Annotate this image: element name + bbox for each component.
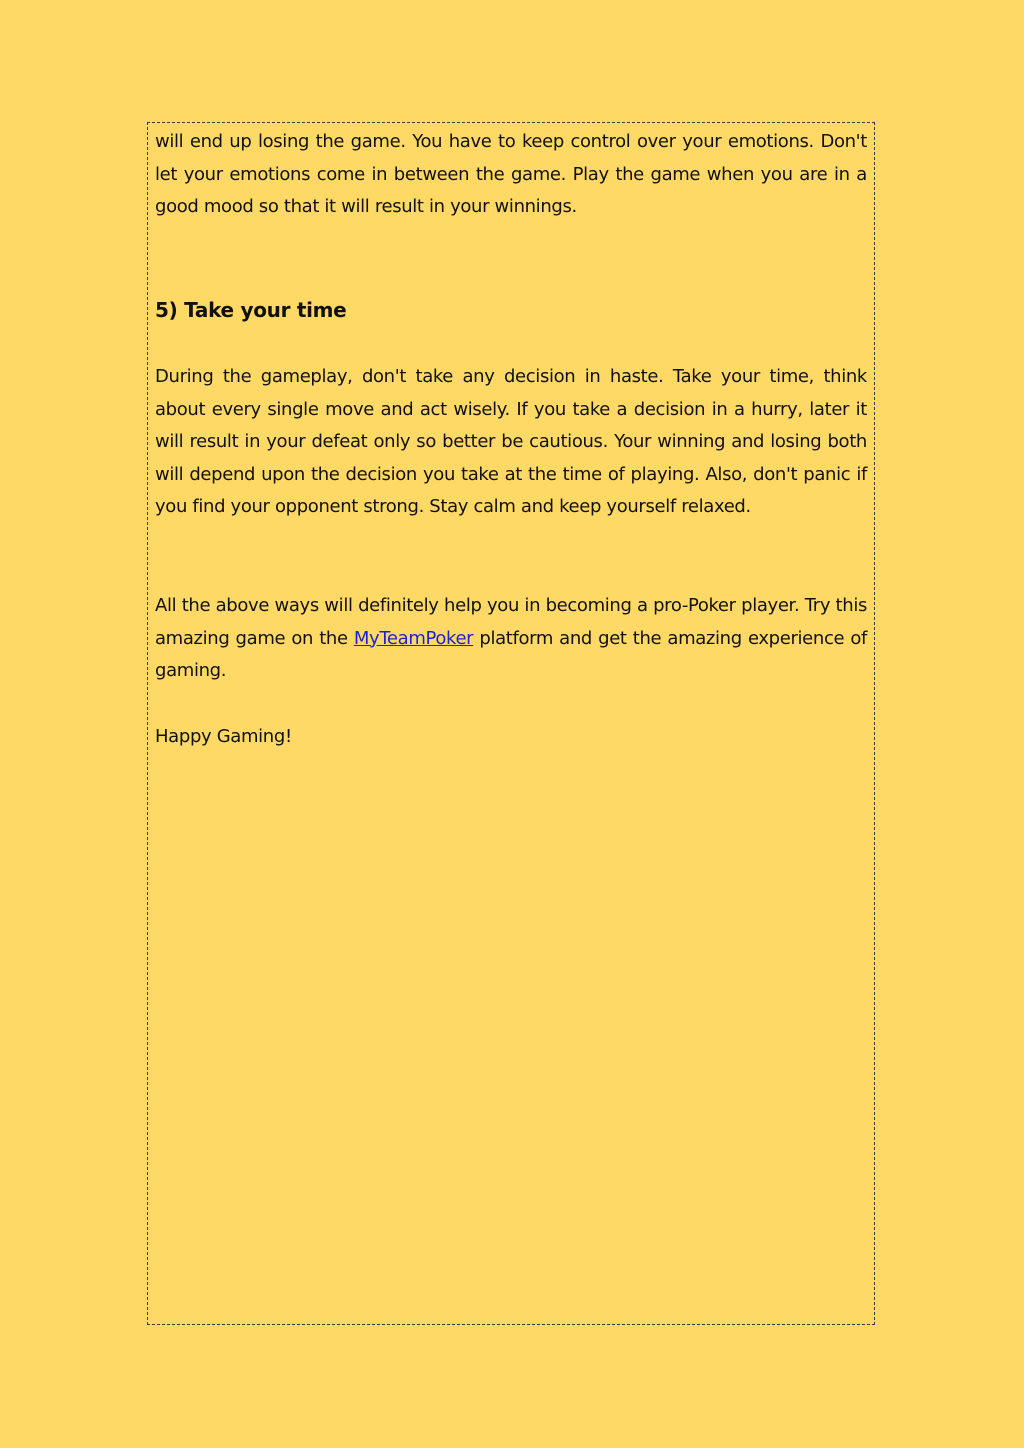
intro-paragraph: will end up losing the game. You have to keep control over your emotions. Don't let your emotions come in between the game. Play the game when you are in a good mood so that it will result in your winnings. — [155, 131, 867, 218]
section-heading-take-your-time: 5) Take your time — [155, 298, 347, 322]
take-your-time-paragraph: During the gameplay, don't take any decision in haste. Take your time, think about every single move and act wisely. If you take a decision in a hurry, later it will result in your defeat only so better be cautious. Your winning and losing both will depend upon the decision you take at the time of playing. Also, don't panic if you find your opponent strong. Stay calm and keep yourself relaxed. — [155, 366, 867, 518]
conclusion-text-after-link: platform and get the amazing experience of gaming. — [155, 627, 867, 682]
conclusion-text-before-link: All the above ways will definitely help you in becoming a pro-Poker player. Try this amazing game on the — [155, 595, 867, 649]
content-frame — [147, 122, 875, 1325]
closing-line: Happy Gaming! — [155, 726, 292, 747]
conclusion-paragraph — [155, 590, 867, 688]
myteampoker-link[interactable]: MyTeamPoker — [353, 627, 474, 649]
